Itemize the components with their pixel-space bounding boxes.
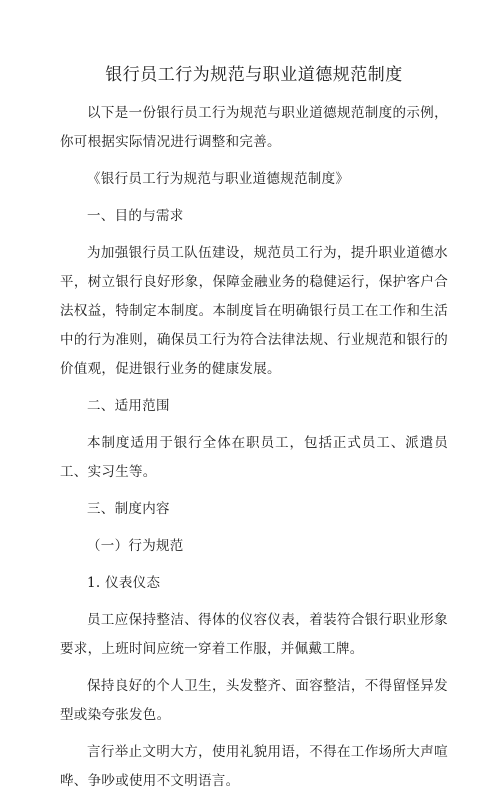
document-name-line: 《银行员工行为规范与职业道德规范制度》 <box>87 171 350 187</box>
intro-paragraph: 以下是一份银行员工行为规范与职业道德规范制度的示例，你可根据实际情况进行调整和完善。 <box>60 105 448 150</box>
appearance-paragraph-2: 保持良好的个人卫生，头发整齐、面容整洁，不得留怪异发型或染夸张发色。 <box>60 678 448 723</box>
subsection-heading-conduct: （一）行为规范 <box>87 538 184 554</box>
section-heading-scope: 二、适用范围 <box>87 398 170 414</box>
item-heading-appearance: 1. 仪表仪态 <box>87 575 161 591</box>
appearance-paragraph-3: 言行举止文明大方，使用礼貌用语，不得在工作场所大声喧哗、争吵或使用不文明语言。 <box>60 744 448 789</box>
scope-paragraph: 本制度适用于银行全体在职员工，包括正式员工、派遣员工、实习生等。 <box>60 435 448 480</box>
appearance-paragraph-1: 员工应保持整洁、得体的仪容仪表，着装符合银行职业形象要求，上班时间应统一穿着工作服，并佩戴工牌。 <box>60 612 448 657</box>
purpose-paragraph: 为加强银行员工队伍建设，规范员工行为，提升职业道德水平，树立银行良好形象，保障金融业务的稳健运行，保护客户合法权益，特制定本制度。本制度旨在明确银行员工在工作和生活中的行为准则，确保员工行为符合法律法规、行业规范和银行的价值观，促进银行业务的健康发展。 <box>60 245 448 377</box>
document-title: 银行员工行为规范与职业道德规范制度 <box>105 65 403 85</box>
section-heading-purpose: 一、目的与需求 <box>87 208 184 224</box>
section-heading-content: 三、制度内容 <box>87 501 170 517</box>
